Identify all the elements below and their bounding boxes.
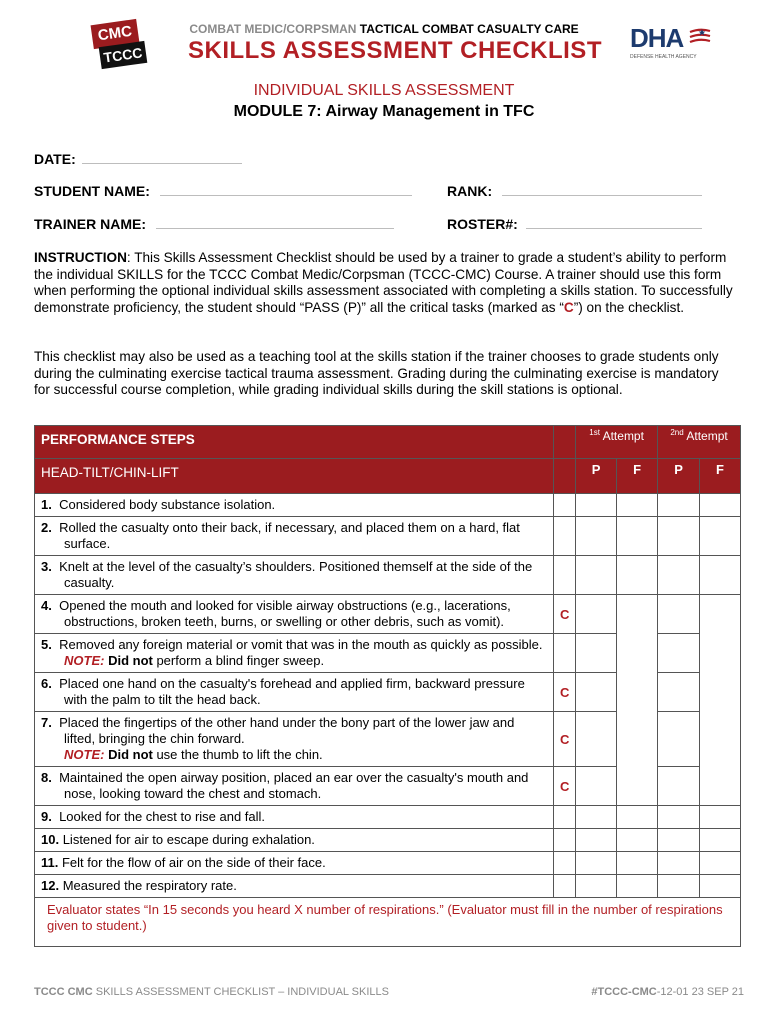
attempt2-fail-cell[interactable] (700, 875, 741, 898)
section-header: HEAD-TILT/CHIN-LIFT (35, 459, 554, 494)
footer-left: TCCC CMC SKILLS ASSESSMENT CHECKLIST – INDIVIDUAL SKILLS (34, 986, 389, 998)
table-row: 7. Placed the fingertips of the other hand under the bony part of the lower jaw and lifted, bringing the chin forward. NOTE: Did not use the thumb to lift the chin. C (35, 712, 741, 767)
performance-steps-header: PERFORMANCE STEPS (35, 426, 554, 459)
table-row: 2. Rolled the casualty onto their back, if necessary, and placed them on a hard, flat surface. (35, 517, 741, 556)
dha-agency-text: DEFENSE HEALTH AGENCY (630, 54, 697, 60)
teaching-tool-paragraph: This checklist may also be used as a teaching tool at the skills station if the trainer chooses to grade students only during the culminating exercise tactical trauma assessment. Grading during the culminating exercise is mandatory for successful course completion, while grading individual skills during the skill stations is optional. (34, 349, 719, 397)
table-row: 11. Felt for the flow of air on the side of their face. (35, 852, 741, 875)
attempt1-pass-cell[interactable] (576, 806, 617, 829)
attempt2-fail-cell[interactable] (700, 556, 741, 595)
attempt2-fail-cell[interactable] (700, 852, 741, 875)
attempt1-pass-cell[interactable] (576, 712, 617, 767)
instruction-label: INSTRUCTION (34, 250, 127, 265)
assessment-subtitle: INDIVIDUAL SKILLS ASSESSMENT (253, 82, 515, 99)
student-name-label: STUDENT NAME: (34, 183, 150, 199)
attempt2-pass-cell[interactable] (658, 806, 700, 829)
attempt2-pass-cell[interactable] (658, 634, 700, 673)
attempt2-fail-header: F (700, 459, 741, 494)
attempt1-pass-cell[interactable] (576, 595, 617, 634)
logo-tccc-text: TCCC (99, 41, 148, 69)
attempt2-fail-cell[interactable] (700, 829, 741, 852)
table-row: 4. Opened the mouth and looked for visible airway obstructions (e.g., lacerations, obstructions, broken teeth, burns, or swelling or other debris, such as vomit). C (35, 595, 741, 634)
attempt1-fail-cell[interactable] (617, 852, 658, 875)
instruction-paragraph (34, 250, 734, 316)
critical-marker: C (563, 299, 574, 315)
attempt1-fail-cell[interactable] (617, 517, 658, 556)
attempt2-pass-cell[interactable] (658, 767, 700, 806)
trainer-name-field[interactable] (34, 216, 394, 232)
evaluator-note: Evaluator states “In 15 seconds you heard X number of respirations.” (Evaluator must fill in the number of respirations given to student.) (35, 898, 741, 947)
attempt2-pass-cell[interactable] (658, 517, 700, 556)
table-row: 12. Measured the respiratory rate. (35, 875, 741, 898)
table-row: 9. Looked for the chest to rise and fall. (35, 806, 741, 829)
attempt2-pass-cell[interactable] (658, 595, 700, 634)
table-row: 6. Placed one hand on the casualty's forehead and applied firm, backward pressure with the palm to tilt the head back. C (35, 673, 741, 712)
attempt2-pass-cell[interactable] (658, 852, 700, 875)
document-title: SKILLS ASSESSMENT CHECKLIST (188, 37, 602, 64)
section-crit-cell (554, 459, 576, 494)
attempt2-fail-cell[interactable] (700, 517, 741, 556)
attempt1-pass-cell[interactable] (576, 556, 617, 595)
critical-marker: C (554, 767, 576, 806)
attempt1-fail-cell[interactable] (617, 556, 658, 595)
date-input-line[interactable] (82, 151, 242, 164)
attempt1-pass-cell[interactable] (576, 767, 617, 806)
table-row: 10. Listened for air to escape during exhalation. (35, 829, 741, 852)
critical-marker: C (554, 712, 576, 767)
attempt1-pass-cell[interactable] (576, 875, 617, 898)
attempt1-pass-cell[interactable] (576, 673, 617, 712)
attempt2-pass-cell[interactable] (658, 712, 700, 767)
attempt1-pass-cell[interactable] (576, 829, 617, 852)
instruction-text-1: : This Skills Assessment Checklist should be used by a trainer to grade a student’s ability to perform the individual SKILLS for the TCCC Combat Medic/Corpsman (TCCC-CMC) Course. A trainer should use this form when performing the optional individual skills assessment associated with completing a skills station. To successfully demonstrate proficiency, the student should “PASS (P)” all the critical tasks (marked as “ (34, 250, 733, 315)
date-field[interactable] (34, 151, 242, 167)
attempt2-pass-cell[interactable] (658, 829, 700, 852)
rank-field[interactable] (447, 183, 702, 199)
attempt1-pass-cell[interactable] (576, 852, 617, 875)
student-name-input-line[interactable] (160, 183, 412, 196)
attempt2-pass-cell[interactable] (658, 673, 700, 712)
flag-stripes-icon (688, 28, 712, 46)
roster-label: ROSTER#: (447, 216, 518, 232)
rank-input-line[interactable] (502, 183, 702, 196)
attempt1-fail-cell[interactable] (617, 829, 658, 852)
module-title: MODULE 7: Airway Management in TFC (233, 103, 535, 120)
attempt1-pass-cell[interactable] (576, 634, 617, 673)
roster-input-line[interactable] (526, 216, 702, 229)
second-attempt-header: $^{2nd}$ Attempt (658, 426, 741, 459)
header-sub-grey: COMBAT MEDIC/CORPSMAN (189, 22, 357, 36)
first-attempt-header: $^{1st}$ Attempt (576, 426, 658, 459)
footer-right: #TCCC-CMC-12-01 23 SEP 21 (591, 986, 744, 998)
table-row: 3. Knelt at the level of the casualty’s shoulders. Positioned themself at the side of the casualty. (35, 556, 741, 595)
attempt1-fail-cell[interactable] (617, 595, 658, 806)
attempt2-pass-header: P (658, 459, 700, 494)
attempt1-fail-cell[interactable] (617, 806, 658, 829)
evaluator-row (35, 898, 741, 947)
attempt2-fail-cell[interactable] (700, 595, 741, 806)
performance-steps-table (34, 425, 741, 947)
trainer-name-label: TRAINER NAME: (34, 216, 146, 232)
table-row: 8. Maintained the open airway position, placed an ear over the casualty's mouth and nose, looking toward the chest and stomach. C (35, 767, 741, 806)
trainer-name-input-line[interactable] (156, 216, 394, 229)
header-sub-black: TACTICAL COMBAT CASUALTY CARE (359, 22, 579, 36)
critical-marker: C (554, 595, 576, 634)
critical-marker: C (554, 673, 576, 712)
table-row: 1. Considered body substance isolation. (35, 494, 741, 517)
attempt2-pass-cell[interactable] (658, 875, 700, 898)
dha-logo (630, 24, 720, 64)
attempt1-pass-cell[interactable] (576, 517, 617, 556)
attempt1-fail-cell[interactable] (617, 875, 658, 898)
attempt1-pass-cell[interactable] (576, 494, 617, 517)
student-name-field[interactable] (34, 183, 412, 199)
attempt2-pass-cell[interactable] (658, 556, 700, 595)
attempt1-fail-header: F (617, 459, 658, 494)
roster-field[interactable] (447, 216, 702, 232)
rank-label: RANK: (447, 183, 493, 199)
date-label: DATE: (34, 151, 76, 167)
dha-logo-text: DHA (630, 23, 684, 53)
logo-cmc-text: CMC (91, 19, 140, 49)
header-crit-cell (554, 426, 576, 459)
attempt1-pass-header: P (576, 459, 617, 494)
instruction-text-2: ”) on the checklist. (573, 299, 685, 315)
attempt2-pass-cell[interactable] (658, 494, 700, 517)
attempt2-fail-cell[interactable] (700, 494, 741, 517)
table-row: 5. Removed any foreign material or vomit that was in the mouth as quickly as possible. NOTE: Did not perform a blind finger sweep. (35, 634, 741, 673)
attempt2-fail-cell[interactable] (700, 806, 741, 829)
attempt1-fail-cell[interactable] (617, 494, 658, 517)
